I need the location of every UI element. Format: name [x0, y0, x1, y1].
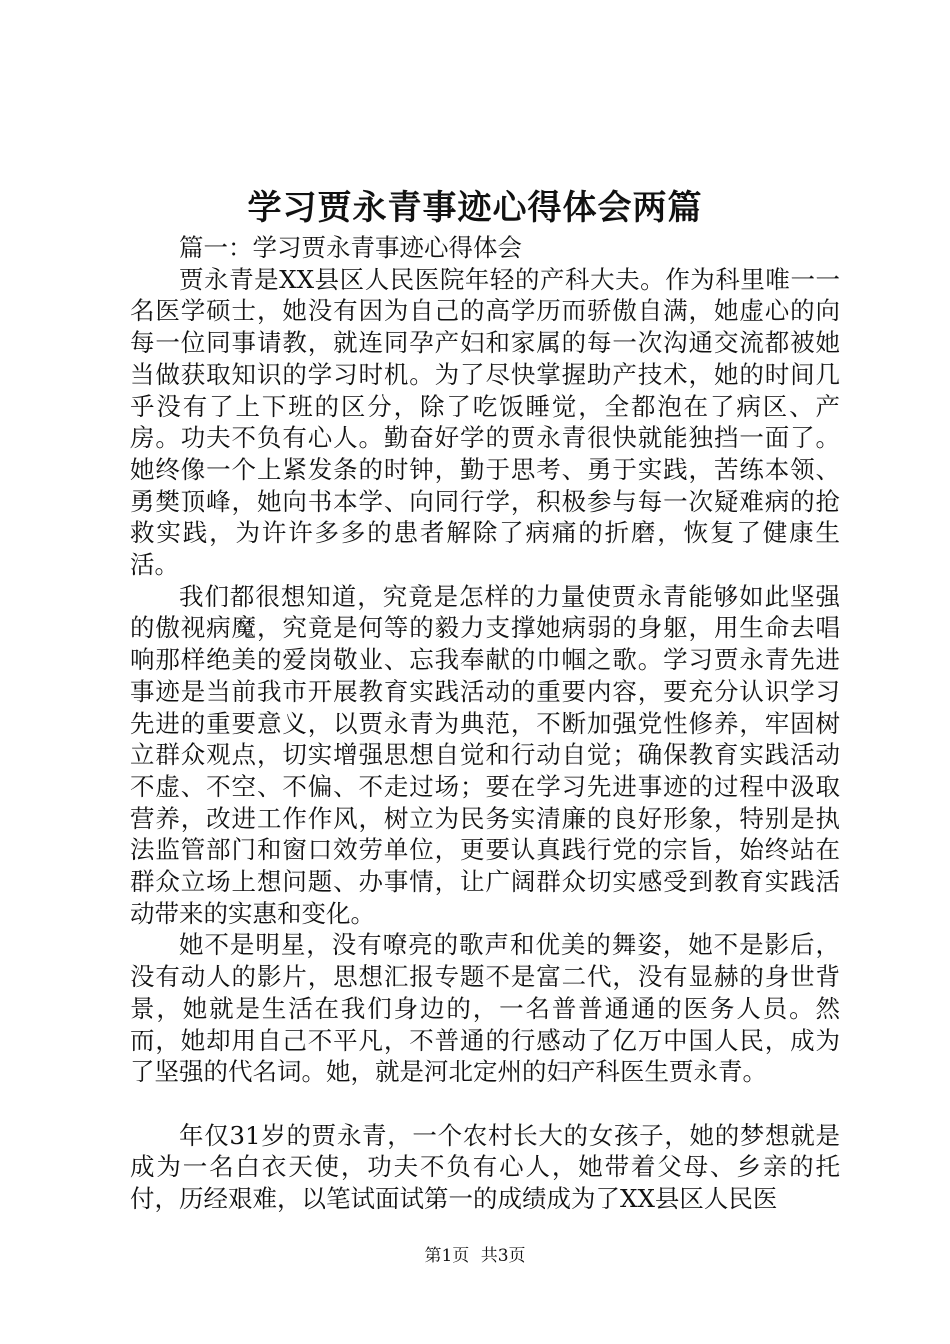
- paragraph-4: 年仅31岁的贾永青，一个农村长大的女孩子，她的梦想就是成为一名白衣天使，功夫不负有心人，她带着父母、乡亲的托付，历经艰难，以笔试面试第一的成绩成为了XX县区人民医: [130, 1120, 840, 1214]
- document-title: 学习贾永青事迹心得体会两篇: [247, 188, 703, 228]
- document-body: [130, 232, 840, 1215]
- paragraph-1: 贾永青是XX县区人民医院年轻的产科大夫。作为科里唯一一名医学硕士，她没有因为自己的高学历而骄傲自满，她虚心的向每一位同事请教，就连同孕产妇和家属的每一次沟通交流都被她当做获取知识的学习时机。为了尽快掌握助产技术，她的时间几乎没有了上下班的区分，除了吃饭睡觉，全都泡在了病区、产房。功夫不负有心人。勤奋好学的贾永青很快就能独挡一面了。她终像一个上紧发条的时钟，勤于思考、勇于实践，苦练本领、勇樊顶峰，她向书本学、向同行学，积极参与每一次疑难病的抢救实践，为许许多多的患者解除了病痛的折磨，恢复了健康生活。: [130, 264, 840, 580]
- section-heading: 篇一：学习贾永青事迹心得体会: [179, 233, 522, 262]
- paragraph-2: 我们都很想知道，究竟是怎样的力量使贾永青能够如此坚强的傲视病魔，究竟是何等的毅力支撑她病弱的身躯，用生命去唱响那样绝美的爱岗敬业、忘我奉献的巾帼之歌。学习贾永青先进事迹是当前我市开展教育实践活动的重要内容，要充分认识学习先进的重要意义，以贾永青为典范，不断加强党性修养，牢固树立群众观点，切实增强思想自觉和行动自觉；确保教育实践活动不虚、不空、不偏、不走过场；要在学习先进事迹的过程中汲取营养，改进工作作风，树立为民务实清廉的良好形象，特别是执法监管部门和窗口效劳单位，更要认真践行党的宗旨，始终站在群众立场上想问题、办事情，让广阔群众切实感受到教育实践活动带来的实惠和变化。: [130, 581, 840, 928]
- paragraph-3: 她不是明星，没有嘹亮的歌声和优美的舞姿，她不是影后，没有动人的影片，思想汇报专题不是富二代，没有显赫的身世背景，她就是生活在我们身边的，一名普普通通的医务人员。然而，她却用自己不平凡，不普通的行感动了亿万中国人民，成为了坚强的代名词。她，就是河北定州的妇产科医生贾永青。: [130, 930, 840, 1087]
- page-footer: 第1页 共3页: [424, 1246, 526, 1266]
- paragraph-spacer: [130, 1088, 840, 1120]
